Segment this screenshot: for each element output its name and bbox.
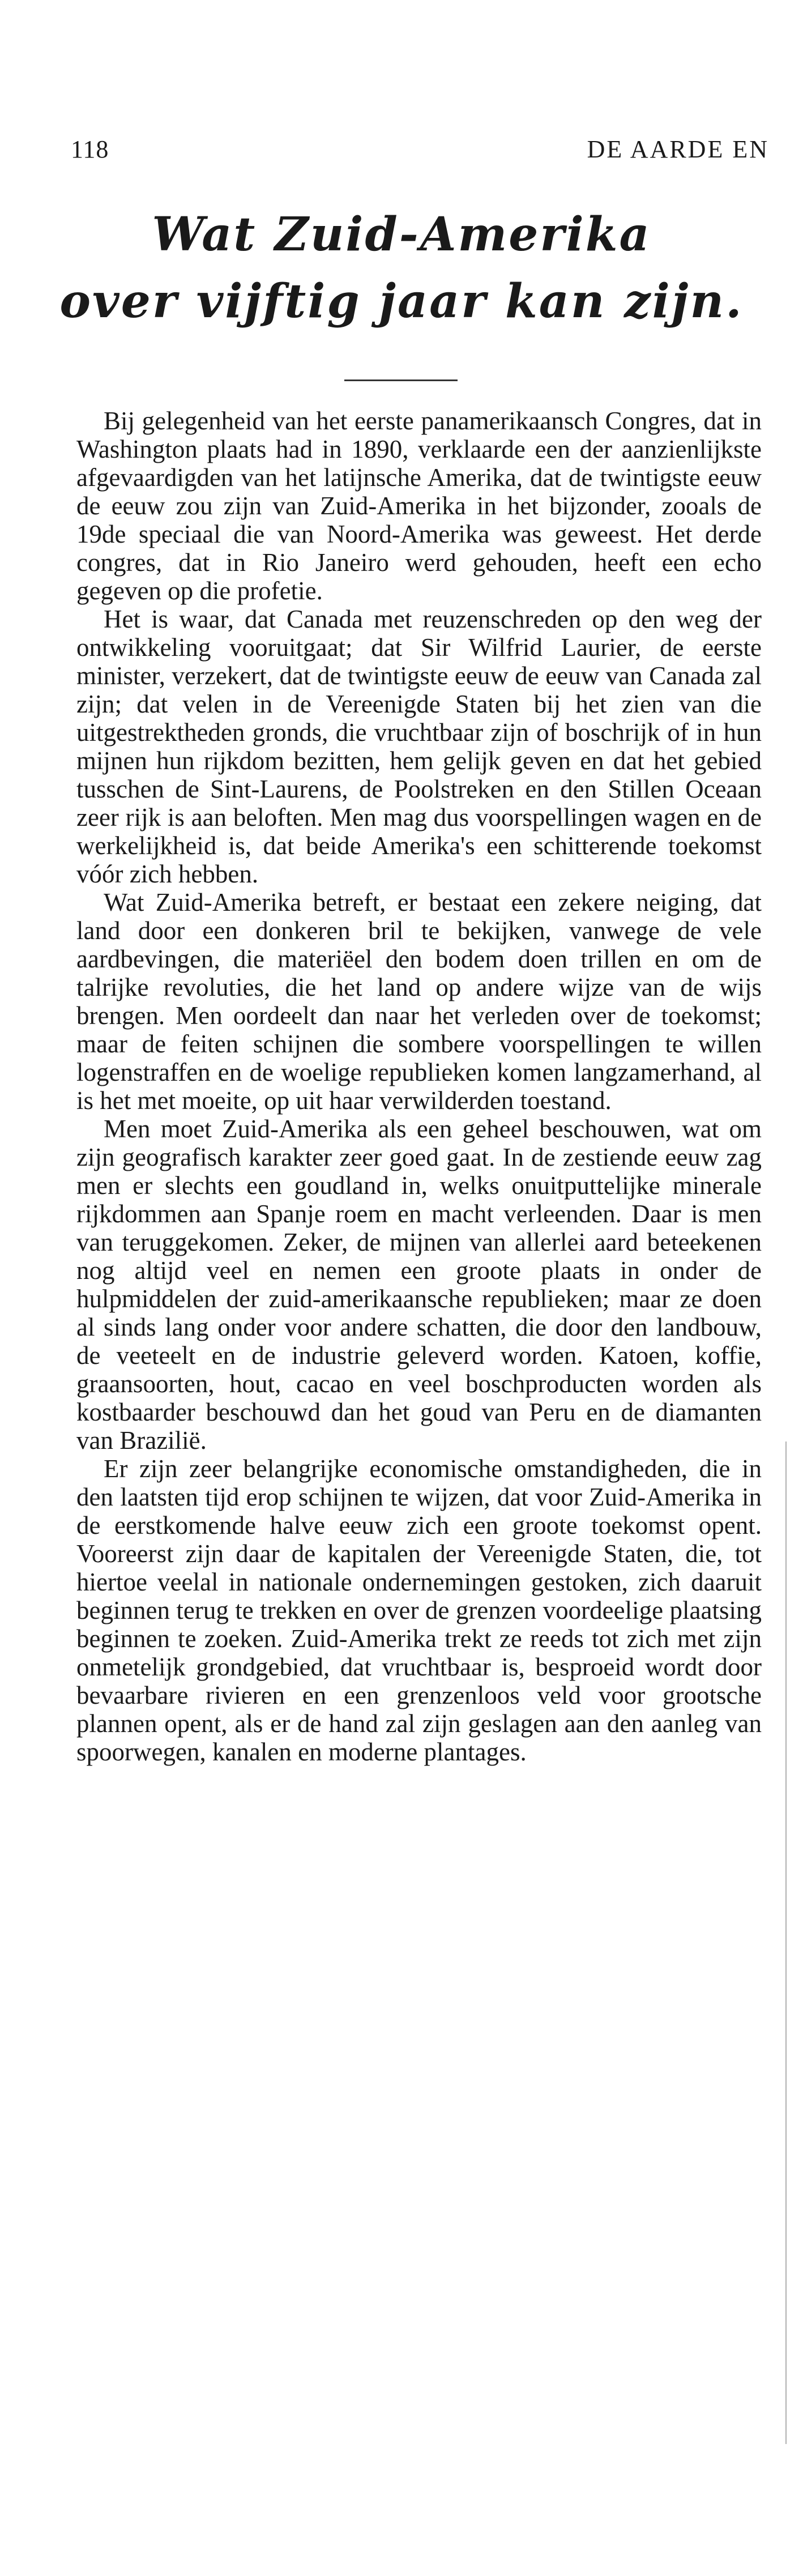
article-title: [0, 201, 803, 335]
page-number: 118: [71, 135, 109, 163]
running-title: DE AARDE EN: [587, 135, 769, 163]
article-body: [76, 407, 762, 1766]
running-head: [71, 135, 769, 169]
paragraph-3: Wat Zuid-Amerika betreft, er bestaat een zekere neiging, dat land door een donkeren bril te bekijken, vanwege de vele aardbevingen, die materiëel den bodem doen trillen en om de talrijke revoluties, die het land op andere wijze van de wijs brengen. Men oordeelt dan naar het verleden over de toekomst; maar de feiten schijnen die sombere voorspellingen te willen logenstraffen en de woelige republieken komen langzamerhand, al is het met moeite, op uit haar verwilderden toestand.: [76, 888, 762, 1115]
title-line-1: Wat Zuid-Amerika: [152, 207, 651, 262]
paragraph-1: Bij gelegenheid van het eerste panamerikaansch Congres, dat in Washington plaats had in 1890, verklaarde een der aanzienlijkste afgevaardigden van het latijnsche Amerika, dat de twintigste eeuw de eeuw zou zijn van Zuid-Amerika in het bijzonder, zooals de 19de speciaal die van Noord-Amerika was geweest. Het derde congres, dat in Rio Janeiro werd gehouden, heeft een echo gegeven op die profetie.: [76, 407, 762, 605]
title-divider: [344, 379, 458, 381]
title-line-2: over vijftig jaar kan zijn.: [59, 274, 744, 329]
paragraph-5: Er zijn zeer belangrijke economische omstandigheden, die in den laatsten tijd erop schijnen te wijzen, dat voor Zuid-Amerika in de eerstkomende halve eeuw zich een groote toekomst opent. Vooreerst zijn daar de kapitalen der Vereenigde Staten, die, tot hiertoe veelal in nationale ondernemingen gestoken, zich daaruit beginnen terug te trekken en over de grenzen voordeelige plaatsing beginnen te zoeken. Zuid-Amerika trekt ze reeds tot zich met zijn onmetelijk grondgebied, dat vruchtbaar is, besproeid wordt door bevaarbare rivieren en een grenzenloos veld voor grootsche plannen opent, als er de hand zal zijn geslagen aan den aanleg van spoorwegen, kanalen en moderne plantages.: [76, 1455, 762, 1766]
margin-line: [785, 1441, 787, 2444]
paragraph-2: Het is waar, dat Canada met reuzenschreden op den weg der ontwikkeling vooruitgaat; dat Sir Wilfrid Laurier, de eerste minister, verzekert, dat de twintigste eeuw de eeuw van Canada zal zijn; dat velen in de Vereenigde Staten bij het zien van die uitgestrektheden gronds, die vruchtbaar zijn of boschrijk of in hun mijnen hun rijkdom bezitten, hem gelijk geven en dat het gebied tusschen de Sint-Laurens, de Poolstreken en den Stillen Oceaan zeer rijk is aan beloften. Men mag dus voorspellingen wagen en de werkelijkheid is, dat beide Amerika's een schitterende toekomst vóór zich hebben.: [76, 605, 762, 888]
paragraph-4: Men moet Zuid-Amerika als een geheel beschouwen, wat om zijn geografisch karakter zeer goed gaat. In de zestiende eeuw zag men er slechts een goudland in, welks onuitputtelijke minerale rijkdommen aan Spanje roem en macht verleenden. Daar is men van teruggekomen. Zeker, de mijnen van allerlei aard beteekenen nog altijd veel en nemen een groote plaats in onder de hulpmiddelen der zuid-amerikaansche republieken; maar ze doen al sinds lang onder voor andere schatten, die door den landbouw, de veeteelt en de industrie geleverd worden. Katoen, koffie, graansoorten, hout, cacao en veel boschproducten worden als kostbaarder beschouwd dan het goud van Peru en de diamanten van Brazilië.: [76, 1115, 762, 1455]
